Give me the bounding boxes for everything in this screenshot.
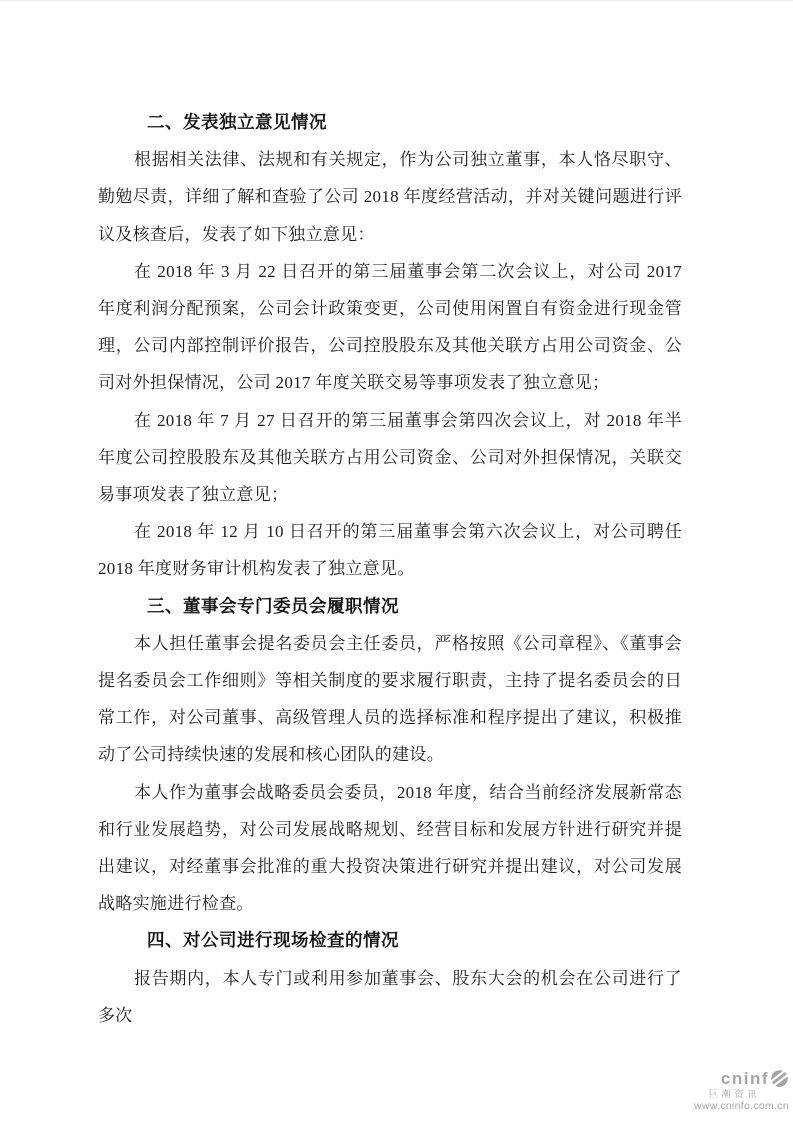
cninfo-logo-text: cninf: [720, 1069, 769, 1089]
cninfo-swirl-icon: [770, 1069, 789, 1088]
cninfo-chinese-label: 巨潮资讯: [708, 1089, 761, 1100]
paragraph: 本人担任董事会提名委员会主任委员，严格按照《公司章程》、《董事会提名委员会工作细则》等相关制度的要求履行职责，主持了提名委员会的日常工作，对公司董事、高级管理人员的选择标准和程序提出了建议，积极推动了公司持续快速的发展和核心团队的建设。: [98, 633, 682, 765]
section-heading: 二、发表独立意见情况: [147, 112, 327, 132]
cninfo-watermark: [694, 1069, 789, 1113]
section-heading: 三、董事会专门委员会履职情况: [147, 595, 399, 616]
cninfo-logo-row: [694, 1069, 789, 1088]
paragraph: 本人作为董事会战略委员会委员，2018 年度，结合当前经济发展新常态和行业发展趋势，对公司发展战略规划、经营目标和发展方针进行研究并提出建议，对经董事会批准的重大投资决策进行研究并提出建议，对公司发展战略实施进行检查。: [98, 782, 682, 914]
document-body: [98, 104, 682, 1034]
paragraph: 在 2018 年 3 月 22 日召开的第三届董事会第二次会议上，对公司 2017 年度利润分配预案，公司会计政策变更，公司使用闲置自有资金进行现金管理，公司内部控制评价报告，公司控股股东及其他关联方占用公司资金、公司对外担保情况，公司 2017 年度关联交易等事项发表了独立意见；: [98, 261, 682, 393]
section-heading: 四、对公司进行现场检查的情况: [147, 930, 399, 951]
section-committee-duties: [98, 588, 682, 923]
paragraph: 根据相关法律、法规和有关规定，作为公司独立董事，本人恪尽职守、勤勉尽责，详细了解和查验了公司 2018 年度经营活动，并对关键问题进行评议及核查后，发表了如下独立意见：: [98, 150, 682, 244]
section-onsite-inspection: [98, 922, 682, 1034]
section-independent-opinions: [98, 104, 682, 588]
paragraph: 在 2018 年 7 月 27 日召开的第三届董事会第四次会议上，对 2018 年半年度公司控股股东及其他关联方占用公司资金、公司对外担保情况，关联交易事项发表了独立意见；: [98, 410, 682, 505]
cninfo-website-url: www.cninfo.com.cn: [694, 1100, 789, 1113]
paragraph: 报告期内，本人专门或利用参加董事会、股东大会的机会在公司进行了多次: [98, 968, 682, 1025]
paragraph: 在 2018 年 12 月 10 日召开的第三届董事会第六次会议上，对公司聘任 2018 年度财务审计机构发表了独立意见。: [98, 522, 682, 579]
